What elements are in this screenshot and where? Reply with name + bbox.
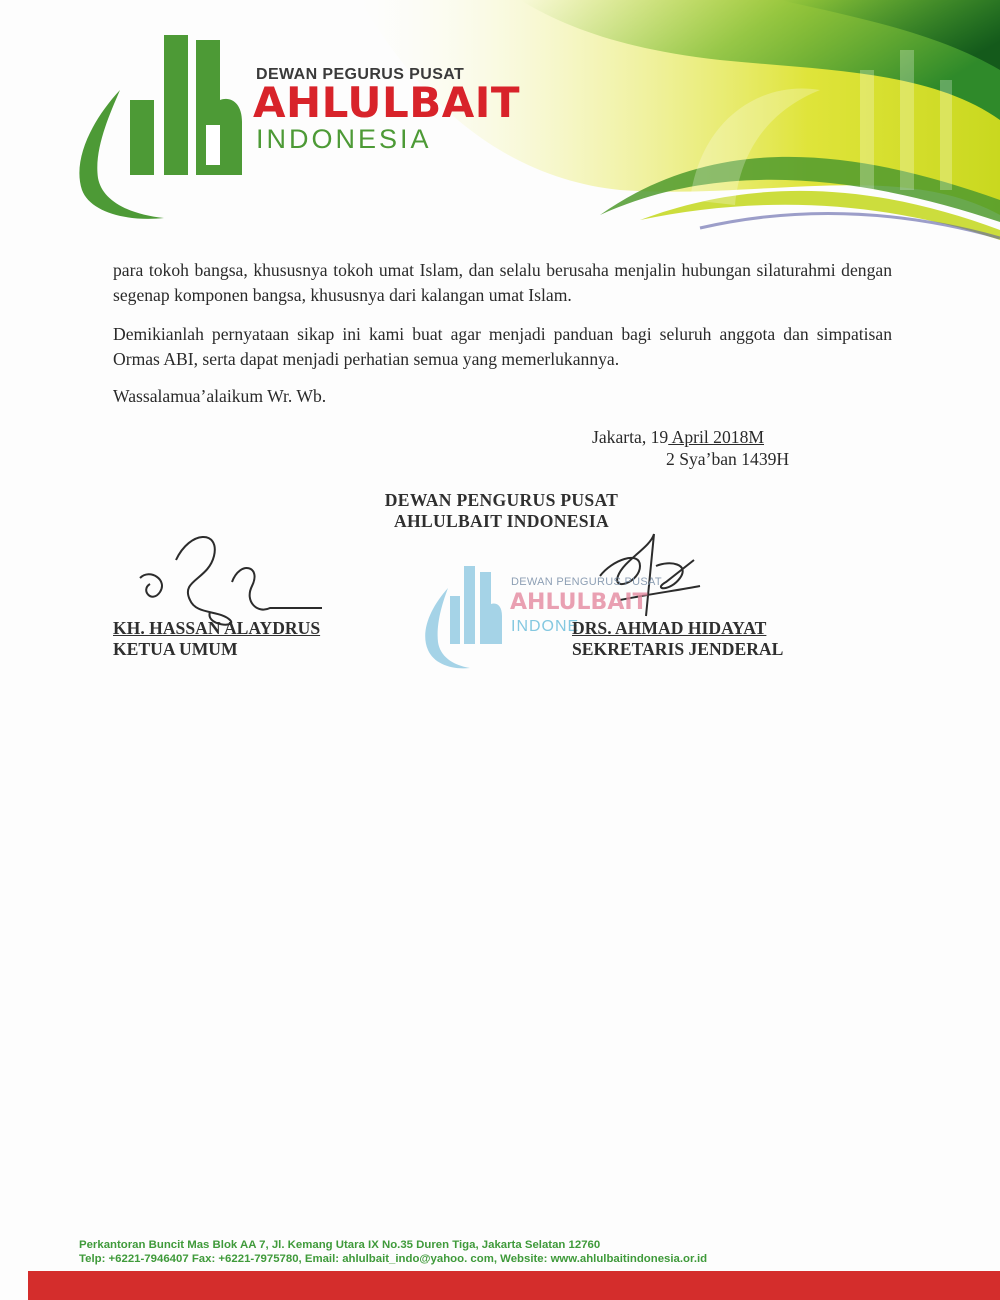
right-signer [572,618,783,660]
org-dpp-heading: DEWAN PEGURUS PUSAT [256,66,465,83]
org-country-heading: INDONESIA [256,124,432,154]
left-signer-name: KH. HASSAN ALAYDRUS [113,618,321,638]
footer-address-line: Perkantoran Buncit Mas Blok AA 7, Jl. Kemang Utara IX No.35 Duren Tiga, Jakarta Selatan 12760 [79,1239,601,1251]
date-place-day: Jakarta, 19 [592,427,669,447]
right-signer-role: SEKRETARIS JENDERAL [572,639,784,659]
hijri-date: 2 Sya’ban 1439H [666,449,790,469]
paragraph-1: para tokoh bangsa, khususnya tokoh umat Islam, dan selalu berusaha menjalin hubungan silaturahmi dengan segenap komponen bangsa, khususnya dari kalangan umat Islam. [113,260,892,305]
left-signer [113,618,320,660]
footer-red-bar [28,1271,1000,1300]
gregorian-date [592,426,789,448]
footer-address [79,1238,707,1266]
left-signature [140,537,322,625]
paragraph-2: Demikianlah pernyataan sikap ini kami buat agar menjadi panduan bagi seluruh anggota dan simpatisan Ormas ABI, serta dapat menjadi perhatian semua yang memerlukannya. [113,324,892,369]
date-month-year: April 2018M [668,427,765,447]
date-block [592,426,789,470]
closing-salutation: Wassalamua’alaikum Wr. Wb. [113,386,327,406]
signature-org-line-2: AHLULBAIT INDONESIA [393,511,610,531]
stamp-text-dpp: DEWAN PENGURUS PUSAT [511,576,662,588]
left-signer-role: KETUA UMUM [113,639,238,659]
signature-org-line-1: DEWAN PENGURUS PUSAT [384,490,619,510]
footer-contact-line: Telp: +6221-7946407 Fax: +6221-7975780, Email: ahlulbait_indo@yahoo. com, Website: www.ahlulbaitindonesia.or.id [79,1253,708,1265]
org-name-heading: AHLULBAIT [253,78,521,127]
stamp-text-name: AHLULBAIT [510,590,648,615]
stamp-logo-icon [425,566,502,668]
ab-logo-icon [72,30,247,225]
right-signer-name: DRS. AHMAD HIDAYAT [572,618,767,638]
stamp-text-country: INDONE [511,618,580,635]
